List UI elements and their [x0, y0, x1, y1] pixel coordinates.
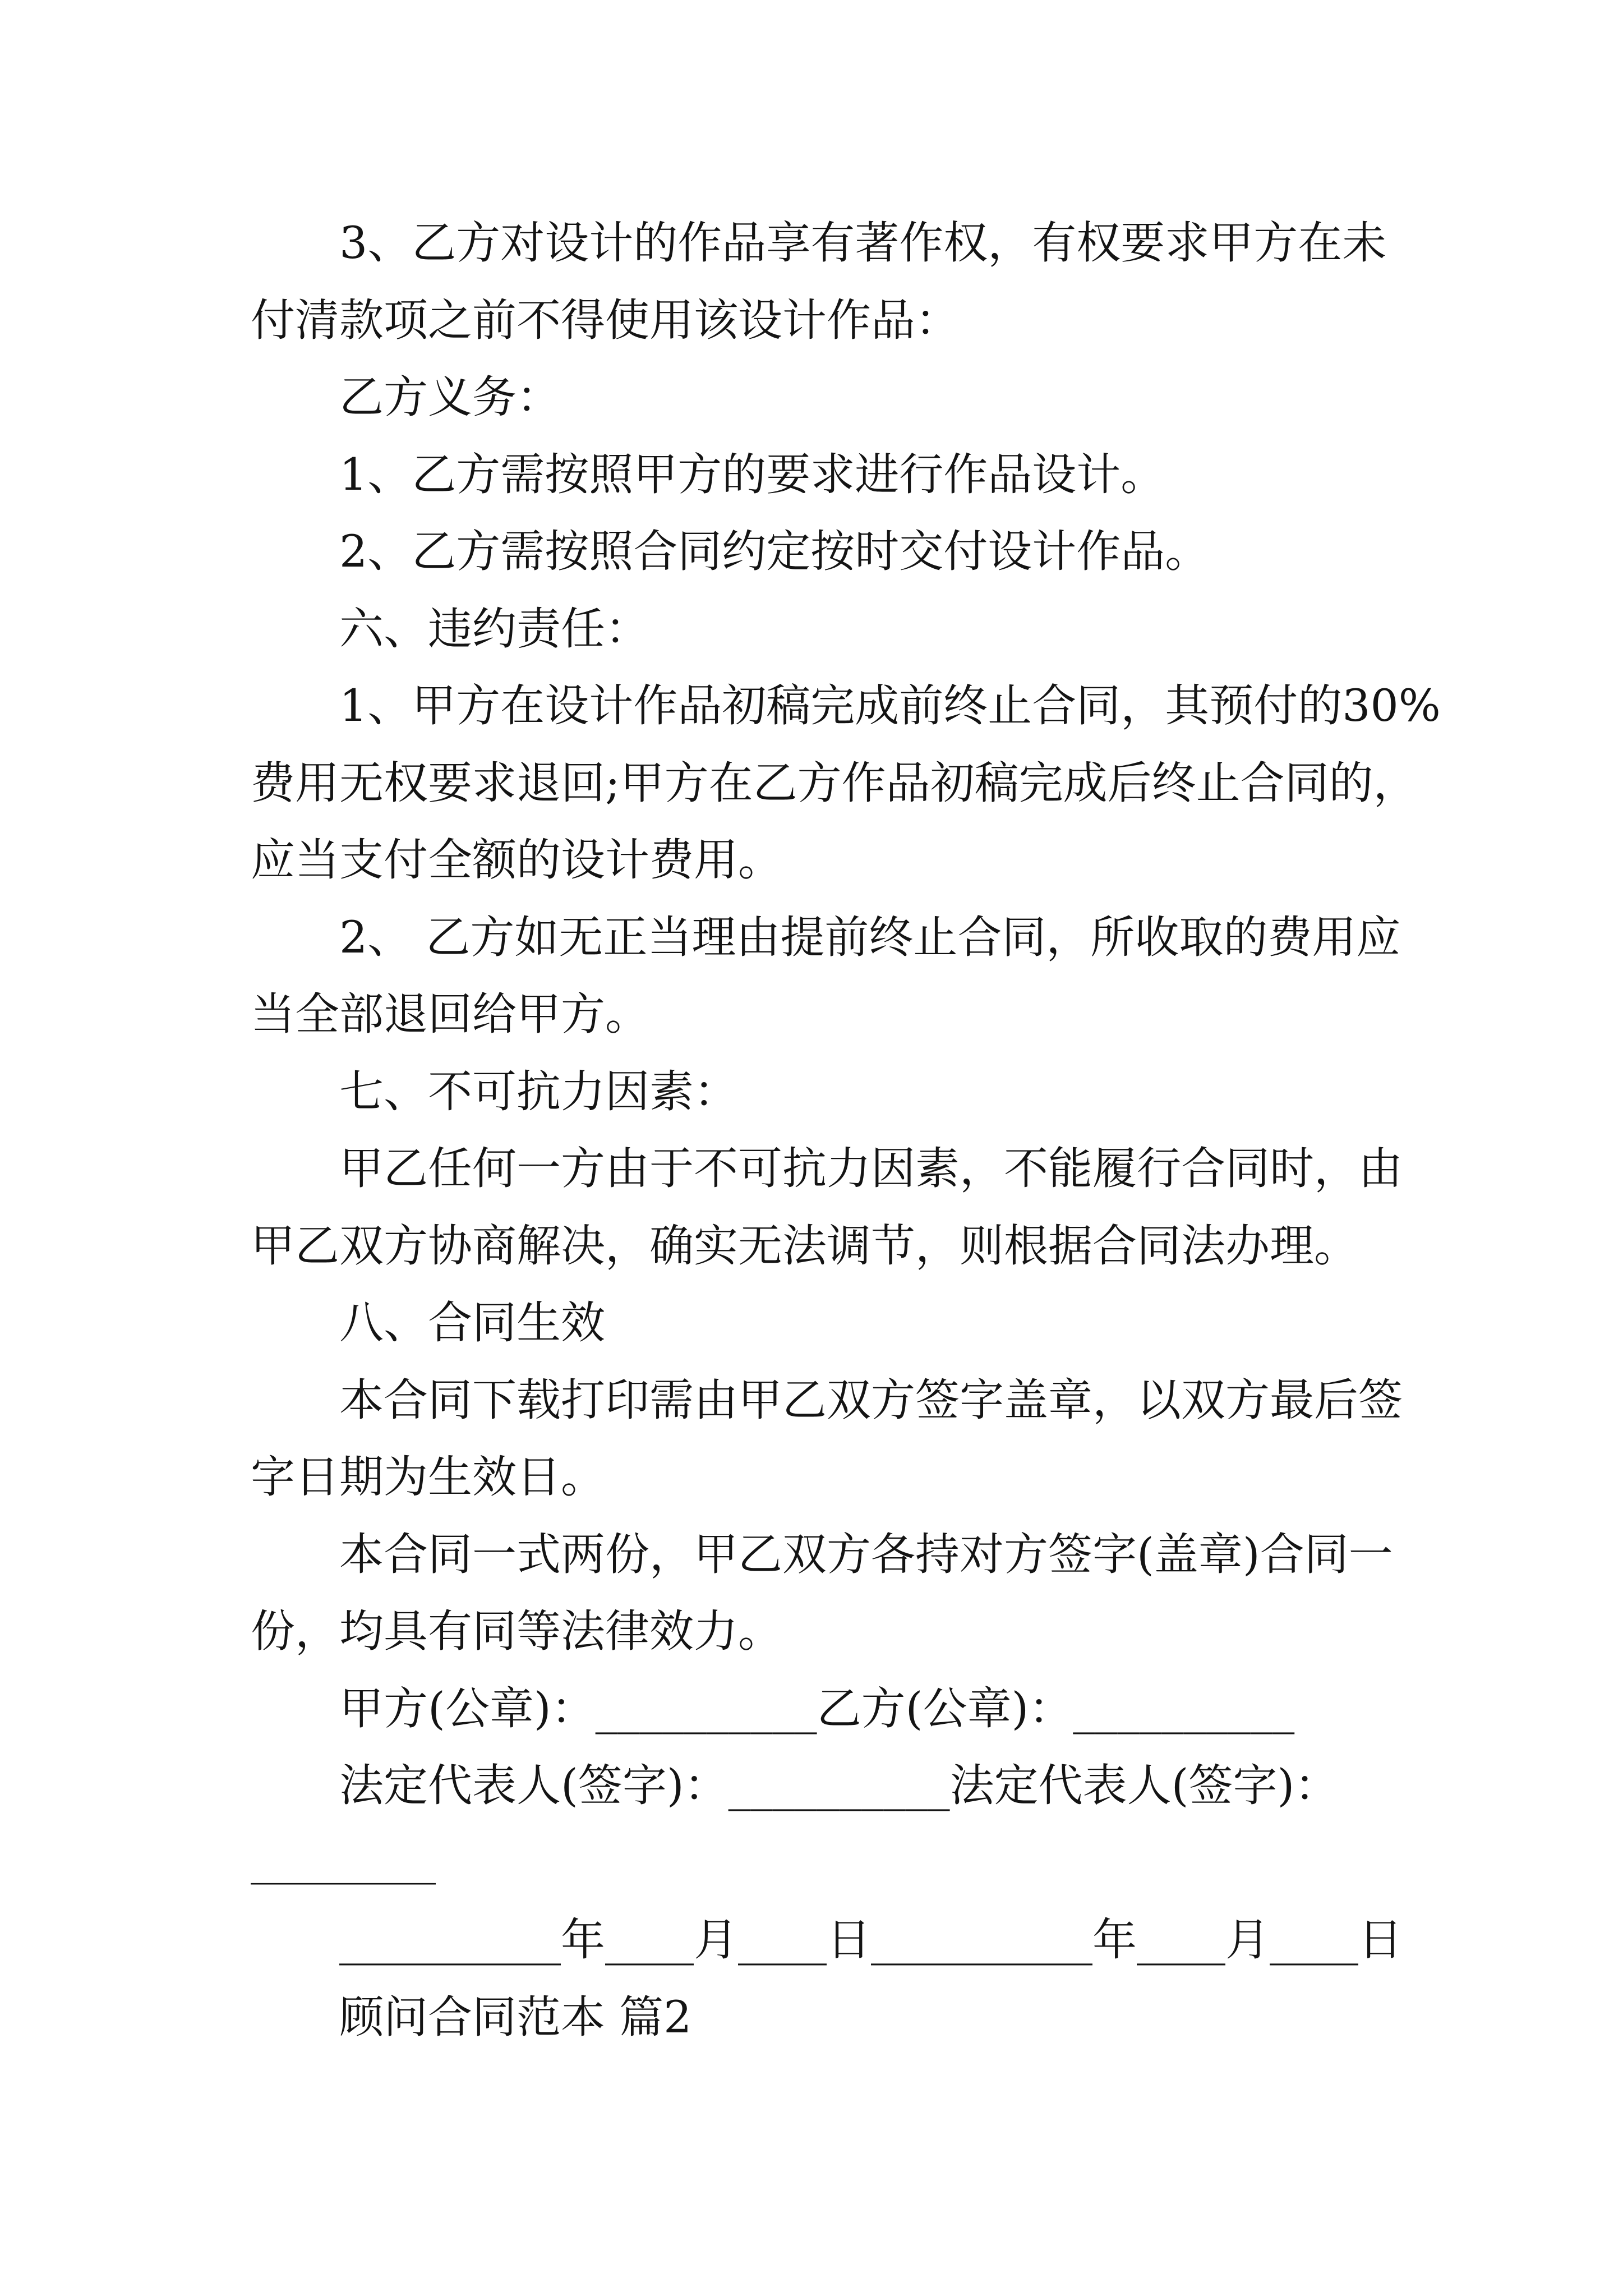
paragraph-copies — [251, 1516, 1484, 1671]
document-body — [251, 205, 1484, 2056]
signature-block — [251, 1671, 1484, 1979]
section-heading-force-majeure — [251, 1053, 1484, 1131]
text-line: 字日期为生效日。 — [251, 1451, 605, 1503]
section-heading-breach — [251, 591, 1484, 668]
text-line: 3、乙方对设计的作品享有著作权，有权要求甲方在未 — [339, 217, 1387, 269]
paragraph-copyright — [251, 205, 1484, 359]
text-line: 应当支付全额的设计费用。 — [251, 834, 782, 886]
text-line: 八、合同生效 — [339, 1297, 605, 1349]
text-line: 付清款项之前不得使用该设计作品： — [251, 294, 960, 346]
paragraph-obligation-1 — [251, 436, 1484, 514]
signature-seal-line: 甲方(公章)：__________乙方(公章)：__________ — [339, 1682, 1295, 1734]
text-line: 当全部退回给甲方。 — [251, 988, 649, 1040]
next-section-heading: 顾问合同范本 篇2 — [339, 1991, 692, 2043]
signature-representative-blank: __________ — [251, 1841, 436, 1885]
paragraph-effective-date — [251, 1362, 1484, 1516]
next-section — [251, 1979, 1484, 2056]
signature-representative-line: 法定代表人(签字)：__________法定代表人(签字)： — [339, 1760, 1339, 1811]
text-line: 1、甲方在设计作品初稿完成前终止合同，其预付的30% — [339, 680, 1441, 731]
paragraph-force-majeure — [251, 1130, 1484, 1285]
paragraph-obligations-heading — [251, 359, 1484, 436]
section-heading-effectiveness — [251, 1285, 1484, 1362]
text-line: 1、乙方需按照甲方的要求进行作品设计。 — [339, 448, 1165, 500]
paragraph-breach-1 — [251, 668, 1484, 899]
signature-date-line: __________年____月____日__________年____月____日 — [339, 1914, 1403, 1966]
paragraph-obligation-2 — [251, 513, 1484, 591]
text-line: 甲乙双方协商解决，确实无法调节，则根据合同法办理。 — [251, 1220, 1358, 1272]
text-line: 本合同一式两份，甲乙双方各持对方签字(盖章)合同一 — [339, 1528, 1393, 1580]
text-line: 甲乙任何一方由于不可抗力因素，不能履行合同时，由 — [339, 1143, 1403, 1194]
text-line: 份，均具有同等法律效力。 — [251, 1605, 782, 1657]
text-line: 2、乙方需按照合同约定按时交付设计作品。 — [339, 526, 1210, 577]
paragraph-breach-2 — [251, 899, 1484, 1053]
text-line: 本合同下载打印需由甲乙双方签字盖章，以双方最后签 — [339, 1374, 1403, 1426]
text-line: 2、 乙方如无正当理由提前终止合同，所收取的费用应 — [339, 911, 1401, 963]
text-line: 六、违约责任： — [339, 602, 649, 655]
text-line: 乙方义务： — [339, 371, 561, 423]
text-line: 七、不可抗力因素： — [339, 1065, 738, 1117]
text-line: 费用无权要求退回;甲方在乙方作品初稿完成后终止合同的， — [251, 757, 1418, 809]
